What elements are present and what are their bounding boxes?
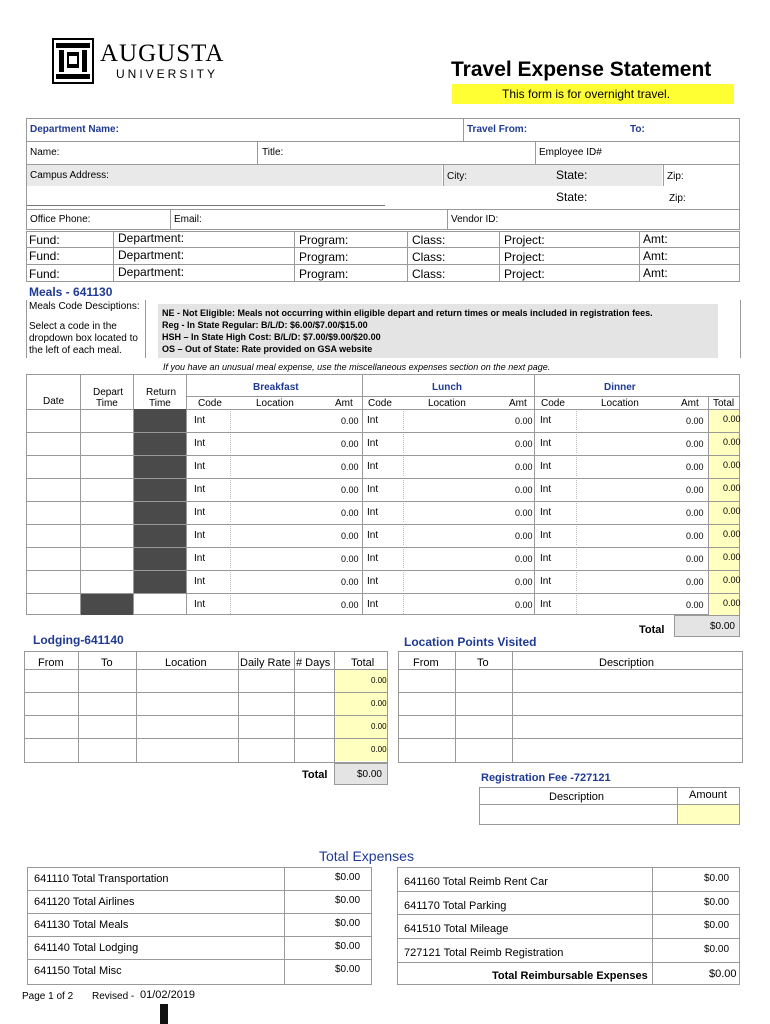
registration-heading: Registration Fee -727121 — [481, 772, 611, 784]
lunch-code-select[interactable]: Int — [367, 599, 379, 610]
travel-from-label[interactable]: Travel From: — [467, 124, 528, 135]
breakfast-amt-header: Amt — [335, 398, 353, 409]
lunch-amt: 0.00 — [515, 508, 533, 518]
breakfast-amt: 0.00 — [341, 600, 359, 610]
row-divider — [26, 593, 740, 594]
lodging-row-total: 0.00 — [371, 699, 387, 708]
row-total-value: 0.00 — [723, 414, 741, 424]
breakfast-location-field[interactable] — [230, 572, 231, 591]
location-points-table[interactable] — [398, 651, 743, 763]
breakfast-location-field[interactable] — [230, 480, 231, 499]
university-logo-icon — [52, 38, 94, 84]
zip-label-1[interactable]: Zip: — [667, 171, 684, 182]
department-name-label: Department Name: — [30, 124, 119, 135]
breakfast-amt: 0.00 — [341, 416, 359, 426]
dinner-location-field[interactable] — [576, 457, 577, 476]
total-line-label: 641140 Total Lodging — [34, 942, 139, 954]
breakfast-code-select[interactable]: Int — [194, 507, 206, 518]
table-row — [26, 432, 740, 455]
depart-header-1: Depart — [93, 387, 124, 398]
department-label[interactable]: Department: — [118, 231, 185, 245]
date-header: Date — [43, 396, 65, 407]
table-row — [26, 547, 740, 570]
row-divider — [26, 501, 740, 502]
meals-instruction-2: dropdown box located to — [29, 333, 138, 344]
lunch-amt: 0.00 — [515, 531, 533, 541]
total-expenses-heading: Total Expenses — [319, 848, 414, 864]
dinner-amt: 0.00 — [686, 600, 704, 610]
office-phone-label[interactable]: Office Phone: — [30, 214, 91, 225]
total-line-value: $0.00 — [335, 895, 361, 906]
total-line-value: $0.00 — [335, 918, 361, 929]
total-line-value: $0.00 — [704, 944, 730, 955]
lodging-from-header: From — [38, 657, 64, 669]
breakfast-code-select[interactable]: Int — [194, 484, 206, 495]
lodging-days-header: # Days — [296, 657, 331, 669]
lunch-header: Lunch — [432, 382, 462, 393]
row-total-value: 0.00 — [723, 552, 741, 562]
dinner-code-select[interactable]: Int — [540, 415, 552, 426]
grand-total-label: Total Reimbursable Expenses — [492, 970, 648, 982]
dinner-amt: 0.00 — [686, 508, 704, 518]
dinner-location-field[interactable] — [576, 572, 577, 591]
total-line-label: 641130 Total Meals — [34, 919, 129, 931]
total-line-label: 641170 Total Parking — [404, 900, 507, 912]
dinner-amt: 0.00 — [686, 577, 704, 587]
amt-label[interactable]: Amt: — [643, 249, 668, 263]
dinner-code-header: Code — [541, 398, 565, 409]
dinner-amt: 0.00 — [686, 462, 704, 472]
dinner-amt-header: Amt — [681, 398, 699, 409]
lunch-location-field[interactable] — [403, 480, 404, 499]
breakfast-amt: 0.00 — [341, 485, 359, 495]
total-line-value: $0.00 — [704, 897, 730, 908]
return-header-1: Return — [146, 387, 177, 398]
lunch-amt: 0.00 — [515, 485, 533, 495]
breakfast-code-select[interactable]: Int — [194, 553, 206, 564]
logo-name: AUGUSTA — [100, 40, 225, 67]
lunch-amt: 0.00 — [515, 439, 533, 449]
lunch-code-select[interactable]: Int — [367, 507, 379, 518]
dinner-amt: 0.00 — [686, 416, 704, 426]
row-total-value: 0.00 — [723, 529, 741, 539]
dinner-code-select[interactable]: Int — [540, 553, 552, 564]
total-line-value: $0.00 — [335, 941, 361, 952]
lunch-amt: 0.00 — [515, 416, 533, 426]
program-label[interactable]: Program: — [299, 250, 349, 264]
travel-to-label[interactable]: To: — [630, 124, 645, 135]
row-total-value: 0.00 — [723, 437, 741, 447]
breakfast-amt: 0.00 — [341, 577, 359, 587]
subtitle-banner — [452, 84, 734, 104]
lunch-location-field[interactable] — [403, 572, 404, 591]
meals-instruction-3: the left of each meal. — [29, 345, 122, 356]
meals-total-value-box — [674, 615, 740, 637]
table-row — [26, 455, 740, 478]
zip-label-2[interactable]: Zip: — [669, 193, 686, 204]
registration-description-header: Description — [549, 791, 605, 803]
project-label[interactable]: Project: — [504, 267, 545, 281]
breakfast-code-header: Code — [198, 398, 222, 409]
employee-id-label[interactable]: Employee ID# — [539, 147, 602, 158]
table-row — [26, 593, 740, 616]
total-line-label: 727121 Total Reimb Registration — [404, 947, 564, 959]
dinner-location-field[interactable] — [576, 480, 577, 499]
dinner-code-select[interactable]: Int — [540, 599, 552, 610]
dinner-code-select[interactable]: Int — [540, 576, 552, 587]
lunch-location-field[interactable] — [403, 411, 404, 430]
breakfast-code-select[interactable]: Int — [194, 438, 206, 449]
lodging-total-label: Total — [302, 769, 328, 781]
revised-label: Revised - — [92, 991, 135, 1002]
lunch-amt-header: Amt — [509, 398, 527, 409]
program-label[interactable]: Program: — [299, 267, 349, 281]
breakfast-location-header: Location — [256, 398, 294, 409]
department-label[interactable]: Department: — [118, 248, 185, 262]
lunch-amt: 0.00 — [515, 462, 533, 472]
total-line-label: 641120 Total Airlines — [34, 896, 135, 908]
row-total-value: 0.00 — [723, 460, 741, 470]
breakfast-code-select[interactable]: Int — [194, 530, 206, 541]
class-label[interactable]: Class: — [412, 250, 446, 264]
dinner-code-select[interactable]: Int — [540, 461, 552, 472]
meals-total-value: $0.00 — [709, 621, 735, 632]
total-line-label: 641510 Total Mileage — [404, 923, 509, 935]
grand-total-value: $0.00 — [709, 968, 737, 980]
lunch-location-field[interactable] — [403, 549, 404, 568]
lunch-amt: 0.00 — [515, 577, 533, 587]
dinner-code-select[interactable]: Int — [540, 530, 552, 541]
subtitle-text: This form is for overnight travel. — [502, 87, 671, 101]
dinner-code-select[interactable]: Int — [540, 438, 552, 449]
lunch-code-select[interactable]: Int — [367, 461, 379, 472]
total-line-label: 641110 Total Transportation — [34, 873, 169, 885]
breakfast-code-select[interactable]: Int — [194, 599, 206, 610]
dinner-amt: 0.00 — [686, 554, 704, 564]
lodging-location-header: Location — [165, 657, 207, 669]
page-title: Travel Expense Statement — [451, 58, 712, 81]
table-row — [26, 409, 740, 432]
class-label[interactable]: Class: — [412, 267, 446, 281]
state-label-1[interactable]: State: — [556, 168, 588, 182]
fund-label[interactable]: Fund: — [29, 267, 60, 281]
page-number: Page 1 of 2 — [22, 991, 74, 1002]
lunch-location-field[interactable] — [403, 434, 404, 453]
total-line-label: 641160 Total Reimb Rent Car — [404, 876, 548, 888]
lunch-code-select[interactable]: Int — [367, 553, 379, 564]
total-line-value: $0.00 — [335, 872, 361, 883]
lunch-location-header: Location — [428, 398, 466, 409]
meal-codes-box — [158, 304, 718, 358]
dinner-location-field[interactable] — [576, 526, 577, 545]
lunch-location-field[interactable] — [403, 526, 404, 545]
lodging-total-value: $0.00 — [356, 769, 382, 780]
total-line-value: $0.00 — [335, 964, 361, 975]
location-description-header: Description — [599, 657, 655, 669]
breakfast-location-field[interactable] — [230, 434, 231, 453]
dinner-location-field[interactable] — [576, 503, 577, 522]
breakfast-header: Breakfast — [253, 382, 299, 393]
location-to-header: To — [477, 657, 489, 669]
table-row — [26, 524, 740, 547]
lunch-code-select[interactable]: Int — [367, 484, 379, 495]
row-divider — [26, 455, 740, 456]
lodging-total-header: Total — [351, 657, 375, 669]
lunch-location-field[interactable] — [403, 457, 404, 476]
table-row — [26, 570, 740, 593]
state-label-2[interactable]: State: — [556, 190, 588, 204]
dinner-location-field[interactable] — [576, 411, 577, 430]
department-label[interactable]: Department: — [118, 265, 185, 279]
class-label[interactable]: Class: — [412, 233, 446, 247]
meals-instruction-1: Select a code in the — [29, 321, 117, 332]
dinner-location-field[interactable] — [576, 549, 577, 568]
row-divider — [26, 547, 740, 548]
depart-header-2: Time — [96, 398, 118, 409]
breakfast-amt: 0.00 — [341, 554, 359, 564]
lunch-code-select[interactable]: Int — [367, 530, 379, 541]
registration-amount-header: Amount — [689, 789, 727, 801]
lodging-row-total: 0.00 — [371, 676, 387, 685]
email-label[interactable]: Email: — [174, 214, 202, 225]
breakfast-amt: 0.00 — [341, 531, 359, 541]
amt-label[interactable]: Amt: — [643, 266, 668, 280]
return-header-2: Time — [149, 398, 171, 409]
meals-heading: Meals - 641130 — [29, 285, 113, 299]
lodging-to-header: To — [101, 657, 113, 669]
lunch-amt: 0.00 — [515, 600, 533, 610]
row-divider — [26, 478, 740, 479]
breakfast-code-select[interactable]: Int — [194, 461, 206, 472]
breakfast-amt: 0.00 — [341, 508, 359, 518]
lunch-location-field[interactable] — [403, 595, 404, 614]
lunch-code-select[interactable]: Int — [367, 438, 379, 449]
row-divider — [26, 524, 740, 525]
meals-total-label: Total — [639, 624, 665, 636]
row-total-value: 0.00 — [723, 575, 741, 585]
dinner-header: Dinner — [604, 382, 636, 393]
lunch-code-select[interactable]: Int — [367, 576, 379, 587]
breakfast-code-select[interactable]: Int — [194, 415, 206, 426]
lodging-row-total: 0.00 — [371, 722, 387, 731]
total-line-label: 641150 Total Misc — [34, 965, 122, 977]
city-field[interactable] — [444, 165, 662, 186]
code-hsh: HSH – In State High Cost: B/L/D: $7.00/$9.00/$20.00 — [162, 332, 381, 342]
lodging-row-total: 0.00 — [371, 745, 387, 754]
program-label[interactable]: Program: — [299, 233, 349, 247]
breakfast-location-field[interactable] — [230, 549, 231, 568]
lunch-code-header: Code — [368, 398, 392, 409]
breakfast-location-field[interactable] — [230, 526, 231, 545]
breakfast-location-field[interactable] — [230, 595, 231, 614]
registration-amount-field[interactable] — [678, 805, 739, 824]
breakfast-location-field[interactable] — [230, 411, 231, 430]
row-divider — [26, 570, 740, 571]
row-total-value: 0.00 — [723, 506, 741, 516]
meals-note: If you have an unusual meal expense, use the miscellaneous expenses section on the next page. — [163, 362, 551, 372]
dinner-amt: 0.00 — [686, 531, 704, 541]
city-label: City: — [447, 171, 467, 182]
title-label[interactable]: Title: — [262, 147, 284, 158]
code-ne: NE - Not Eligible: Meals not occurring within eligible depart and return times or meals included in registration fees. — [162, 308, 653, 318]
row-total-value: 0.00 — [723, 598, 741, 608]
project-label[interactable]: Project: — [504, 250, 545, 264]
lodging-daily-rate-header: Daily Rate — [240, 657, 291, 669]
code-reg: Reg - In State Regular: B/L/D: $6.00/$7.00/$15.00 — [162, 320, 368, 330]
table-row — [26, 478, 740, 501]
amt-label[interactable]: Amt: — [643, 232, 668, 246]
lunch-code-select[interactable]: Int — [367, 415, 379, 426]
dinner-amt: 0.00 — [686, 439, 704, 449]
dinner-location-field[interactable] — [576, 434, 577, 453]
table-row — [26, 501, 740, 524]
lunch-amt: 0.00 — [515, 554, 533, 564]
logo-subtitle: UNIVERSITY — [116, 67, 219, 81]
vendor-id-label[interactable]: Vendor ID: — [451, 214, 499, 225]
fund-label[interactable]: Fund: — [29, 233, 60, 247]
total-line-value: $0.00 — [704, 920, 730, 931]
revised-date: 01/02/2019 — [140, 989, 196, 1001]
lodging-total-value-box — [334, 763, 388, 785]
name-label[interactable]: Name: — [30, 147, 60, 158]
breakfast-amt: 0.00 — [341, 462, 359, 472]
fund-label[interactable]: Fund: — [29, 249, 60, 263]
location-from-header: From — [413, 657, 439, 669]
meals-codes-label: Meals Code Desciptions: — [29, 301, 140, 312]
breakfast-amt: 0.00 — [341, 439, 359, 449]
row-total-value: 0.00 — [723, 483, 741, 493]
dinner-code-select[interactable]: Int — [540, 484, 552, 495]
footer-mark — [160, 1004, 168, 1024]
location-points-heading: Location Points Visited — [404, 635, 537, 649]
campus-address-label: Campus Address: — [30, 170, 109, 181]
dinner-location-field[interactable] — [576, 595, 577, 614]
lodging-heading: Lodging-641140 — [33, 633, 124, 647]
project-label[interactable]: Project: — [504, 233, 545, 247]
breakfast-location-field[interactable] — [230, 457, 231, 476]
row-divider — [26, 432, 740, 433]
dinner-code-select[interactable]: Int — [540, 507, 552, 518]
row-total-header: Total — [713, 398, 735, 409]
dinner-location-header: Location — [601, 398, 639, 409]
code-os: OS – Out of State: Rate provided on GSA website — [162, 344, 373, 354]
breakfast-location-field[interactable] — [230, 503, 231, 522]
breakfast-code-select[interactable]: Int — [194, 576, 206, 587]
dinner-amt: 0.00 — [686, 485, 704, 495]
lunch-location-field[interactable] — [403, 503, 404, 522]
total-line-value: $0.00 — [704, 873, 730, 884]
